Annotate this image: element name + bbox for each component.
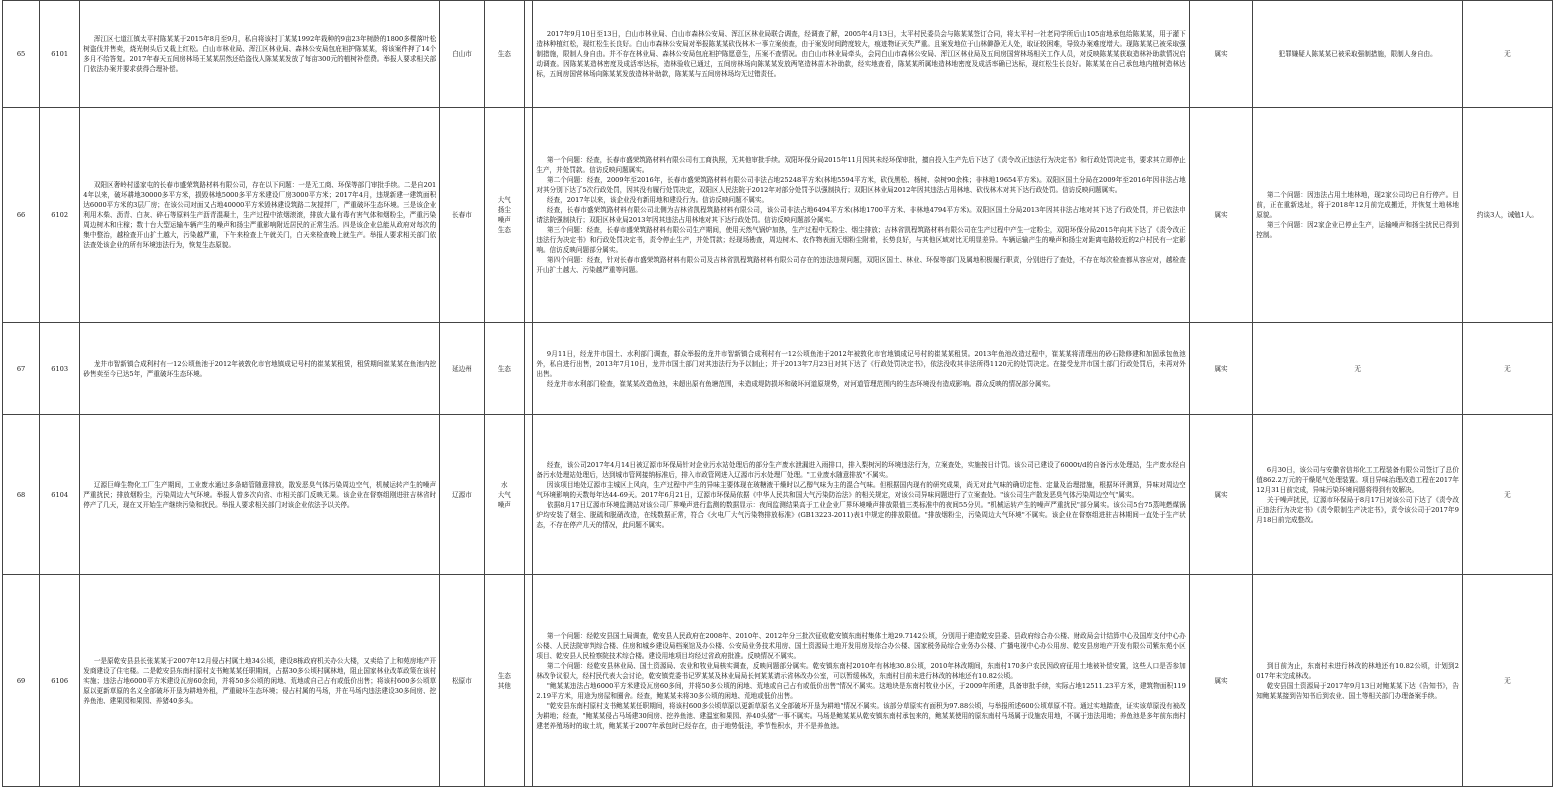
- verdict-cell: 属实: [1189, 108, 1253, 323]
- table-row: [3, 575, 1553, 787]
- complaint-content-text: 双阳区奢岭村遥家屯的长春市盛荣筑路材料有限公司，存在以下问题：一是无工商、环保等部门审批手续。二是自2014年以来，破坏耕地30000多平方米，损毁林地5000多平方米建设厂房3000平方米；2017年4月，违规新建一建筑面积达6000平方米的3层厂房；在该公司对面又占地40000平方米毁林建设筑路二灰搅拌厂，严重破坏生态环境。三是该企业利用木柴、沥青、白灰、碎石等原料生产沥青混凝土，生产过程中浓烟滚滚，排放大量有毒有害气体和烟粉尘，严重污染周边树木和庄稼；数十台大型运输车辆产生的噪声和扬尘严重影响附近居民的正常生活。四是该企业总能从政府对每次的集中整治，越检查开山扩土越大，污染越严重，下午来检查上午就关门，白天来检查晚上就生产。举报人要求相关部门依法查处该企业的所有环境违法行为，恢复生态原貌。: [83, 181, 437, 249]
- category-cell: 生态 其他: [484, 575, 524, 787]
- spacer-cell: [524, 108, 532, 323]
- table-row: [3, 108, 1553, 323]
- table-row: [3, 323, 1553, 415]
- city-cell: 长春市: [440, 108, 484, 323]
- category-cell: 大气 扬尘 噪声 生态: [484, 108, 524, 323]
- complaint-content-cell: [80, 1, 440, 108]
- findings-cell: [533, 323, 1189, 415]
- findings-paragraph: 第二个问题：经乾安县林业局、国土资源局、农业和牧业局核实调查，反映问题部分属实。乾安镇东南村2010年有林地30.8公顷，2010年林改期间，东南村170多户农民因政府征用土地被补偿安置，这些人口是否参加林改争议很大，经村民代表大会讨论，乾安镇党委书记罗某某及林业局局长何某某请示省林改办公室，可以暂缓林改，东南村目前未进行林改的林地还有10.82公顷。: [536, 661, 1186, 680]
- complaint-content-cell: [80, 415, 440, 575]
- findings-paragraph: 9月11日，经龙井市国土、水利部门调查，群众举报的龙井市智新镇合成利村有一12公顷鱼池于2012年被敦化市官地镇成记号村的崔某某租赁。2013年鱼池改造过程中，崔某某将清理出的砂石除修建和加固承包鱼池外，私自进行出售，2013年7月10日，龙井市国土部门对其违法行为予以制止；并于2013年7月23日对其下达了《行政处罚决定书》，依法没收其非法所得1120元的处罚决定。在接受龙井市国土部门行政处罚后，未再对外出售。: [536, 349, 1186, 378]
- row-code-cell: 6103: [40, 323, 80, 415]
- complaint-content-cell: [80, 108, 440, 323]
- findings-cell: [533, 108, 1189, 323]
- findings-paragraph: 因该项目地处辽源市主城区上风向，生产过程中产生的异味主要体现在玻糖液干燥时以乙醇气味为主的混合气味。但根据国内现有的研究成果，尚无对此气味的确切定性、定量及治理措施，根据环评测算，异味对周边空气环境影响的天数每年达44-69天。2017年6月21日，辽源市环保局依据《中华人民共和国大气污染防治法》的相关规定，对该公司异味问题进行了立案查处。"该公司生产散发恶臭气体污染周边空气"属实。: [536, 480, 1186, 499]
- verdict-cell: 属实: [1189, 415, 1253, 575]
- findings-paragraph: 依据8月17日辽源市环境监测站对该公司厂界噪声进行监测的数据显示：夜间监测结果高于工业企业厂界环境噪声排放限值三类标准中的夜间55分贝。"机械运转产生的噪声严重扰民"部分属实。该公司5台75蒸吨燃煤锅炉均安装了烟尘、脱硫和脱硝改造，在线数据正常，符合《火电厂大气污染物排放标准》(GB13223-2011)表1中规定的排放限值。"排放烟粉尘，污染周边大气环境"不属实。该企业在督察组进驻吉林期间一直处于生产状态，不存在停产几天的情况，此问题不属实。: [536, 500, 1186, 529]
- handling-paragraph: 第二个问题：因违法占用土地林地，现2家公司均已自行停产。目前，正在重新选址，将于2018年12月前完成搬迁，并恢复土地林地原貌。: [1256, 191, 1459, 219]
- complaint-table: [2, 0, 1553, 787]
- findings-paragraph: 第三个问题：经查，长春市盛荣筑路材料有限公司生产期间，使用天然气锅炉加热，生产过程中无粉尘、烟尘排放；吉林省凯程筑路材料有限公司在生产过程中产生一定粉尘，双阳环保分局2015年向其下达了《责令改正违法行为决定书》和行政处罚决定书，责令停止生产，并处罚款；经现场勘查，周边树木、农作物表面无烟粉尘附着，长势良好，与其他区域对比无明显差异。车辆运输产生的噪声和扬尘对距离屯路较近的2户村民有一定影响。信访反映问题部分属实。: [536, 226, 1186, 254]
- category-cell: 生态: [484, 323, 524, 415]
- city-cell: 松原市: [440, 575, 484, 787]
- spacer-cell: [524, 323, 532, 415]
- accountability-cell: 无: [1462, 415, 1552, 575]
- handling-paragraph: 到目前为止，东南村未进行林改的林地还有10.82公顷，计划到2017年末完成林改。: [1256, 661, 1459, 680]
- verdict-cell: 属实: [1189, 1, 1253, 108]
- category-cell: 生态: [484, 1, 524, 108]
- accountability-cell: 无: [1462, 1, 1552, 108]
- findings-paragraph: 经查，2017年以来，该企业没有新用地和建设行为。信访反映问题不属实。: [546, 196, 769, 204]
- findings-paragraph: 经查，长春市盛荣筑路材料有限公司北侧为吉林省凯程筑路材料有限公司，该公司非法占地6494平方米(林地1700平方米、非林地4794平方米)。双阳区国土分局2013年因其非法占地对其下达了行政处罚，并已依法申请法院强制执行；双阳区林业局2013年因其违法占用林地对其下达行政处罚。信访反映问题部分属实。: [536, 206, 1186, 224]
- complaint-content-cell: [80, 323, 440, 415]
- spacer-cell: [524, 415, 532, 575]
- handling-cell: [1253, 575, 1463, 787]
- table-row: [3, 1, 1553, 108]
- row-seq-cell: 69: [3, 575, 40, 787]
- handling-paragraph: 乾安县国土资源局于2017年9月13日对鲍某某下达《告知书》，告知鲍某某接到告知书后到农业、国土等相关部门办理备案手续。: [1256, 681, 1459, 700]
- handling-paragraph: 6月30日，该公司与安徽省信邦化工工程装备有限公司签订了总价值862.2万元的干燥尾气处理装置。项目异味治理改造工程在2017年12月31日前完成，异味污染环境问题将得到有效解决。: [1256, 465, 1459, 494]
- verdict-cell: 属实: [1189, 575, 1253, 787]
- row-code-cell: 6102: [40, 108, 80, 323]
- row-code-cell: 6101: [40, 1, 80, 108]
- row-seq-cell: 67: [3, 323, 40, 415]
- complaint-content-text: 龙井市智新镇合成利村有一12公顷鱼池于2012年被敦化市官地镇成记号村的崔某某租赁，租赁期间崔某某在鱼池内挖砂售卖至今已达5年，严重破坏生态环境。: [83, 359, 437, 378]
- city-cell: 延边州: [440, 323, 484, 415]
- accountability-cell: 无: [1462, 323, 1552, 415]
- complaint-content-text: 一是原乾安县县长张某某于2007年12月侵占村属土地34公顷，建设8栋政府机关办公大楼，又卖给了上和苑房地产开发商建设了住宅楼。二是乾安县东南村原村支书鲍某某任职期间，占据30多公顷村属林地，阻止国家林业改革政策在该村实施；违法占地6000平方米建设瓦房60余间，并将50多公顷的闲地、荒地或自己占有或低价出售；将该村600多公顷草原以更新草原的名义全部破坏开垦为耕地外租，严重破坏生态环境；侵占村属的马场，并在马场内违法建设30多间房、挖养鱼池、建果园和果园、养猪40多头。: [83, 656, 437, 705]
- table-row: [3, 415, 1553, 575]
- complaint-content-text: 辽源巨峰生物化工厂生产期间，工业废水通过多条暗管随意排放，散发恶臭气体污染周边空气，机械运转产生的噪声严重扰民；排放烟粉尘，污染周边大气环境。举报人曾多次向省、市相关部门反映无果。该企业在督察组刚进驻吉林省时停产了几天，现在又开始生产继续污染和扰民。举报人要求相关部门对该企业依法予以关停。: [83, 480, 437, 509]
- accountability-cell: 无: [1462, 575, 1552, 787]
- findings-paragraph: "鲍某某违法占地6000平方米建设瓦房60多间，并将50多公顷的闲地、荒地或自己占有或低价出售"情况不属实。这地块是东南村牧业小区，于2009年所建，具备审批手续，实际占地12511.23平方米，建筑物面积1192.19平方米，用途为房屋和圈舍。经查，鲍某某未将30多公顷的闲地、荒地或低价出售。: [536, 681, 1186, 700]
- handling-cell: [1253, 415, 1463, 575]
- findings-paragraph: 经龙井市水利部门检查，崔某某改造鱼池，未超出原有鱼塘范围，未造成堤防损坏和破坏河道原规势，对河道管理范围内的生态环境没有造成影响。群众反映的情况部分属实。: [546, 379, 1055, 388]
- findings-paragraph: 第一个问题：经乾安县国土局调查，乾安县人民政府在2008年、2010年、2012年分三批次征收乾安镇东南村集体土地29.7142公顷，分别用于建造乾安县委、县政府综合办公楼、财政局会计结算中心及国库支付中心办公楼、人民法院审判综合楼、住房和城乡建设局档案馆及办公楼、公安局业务技术用房、国土资源局土地开发用房及综合办公楼、国家税务局综合业务办公楼、广播电视中心办公用房、乾安县房地产开发有限公司紫东苑小区项目、乾安县人民检察院技术综合楼。建设用地项目均经过省政府批准。反映情况不属实。: [536, 631, 1186, 660]
- category-cell: 水 大气 噪声: [484, 415, 524, 575]
- findings-paragraph: 经查，该公司2017年4月14日被辽源市环保局针对企业污水站处理后的部分生产废水泄漏进入雨排口，排入梨树河的环境违法行为，立案查处，实施按日计罚。该公司已建设了6000t/d的自备污水处理站，生产废水经自备污水处理站处理后，达到城市管网接纳标准后，排入市政管网进入辽源市污水处理厂处理。"工业废水随意排放"不属实。: [536, 460, 1186, 479]
- handling-cell: [1253, 108, 1463, 323]
- spacer-cell: [524, 1, 532, 108]
- complaint-content-cell: [80, 575, 440, 787]
- findings-paragraph: 第四个问题：经查，针对长春市盛荣筑路材料有限公司及吉林省凯程筑路材料有限公司存在的违法违规问题，双阳区国土、林业、环保等部门及属地积极履行职责，分别进行了查处，不存在每次检查都从容应对，越检查开山扩土越大、污染越严重等问题。: [536, 256, 1186, 274]
- spacer-cell: [524, 575, 532, 787]
- row-seq-cell: 65: [3, 1, 40, 108]
- city-cell: 辽源市: [440, 415, 484, 575]
- verdict-cell: 属实: [1189, 323, 1253, 415]
- accountability-cell: 约谈3人，诫勉1人。: [1462, 108, 1552, 323]
- findings-cell: [533, 1, 1189, 108]
- findings-cell: [533, 415, 1189, 575]
- handling-cell: 无: [1253, 323, 1463, 415]
- city-cell: 白山市: [440, 1, 484, 108]
- findings-paragraph: 第一个问题：经查，长春市盛荣筑路材料有限公司有工商执照，无其他审批手续。双阳环保分局2015年11月因其未经环保审批，擅自投入生产先后下达了《责令改正违法行为决定书》和行政处罚决定书，要求其立即停止生产，并处罚款。信访反映问题属实。: [536, 156, 1186, 174]
- findings-paragraph: 2017年9月10日至13日，白山市林业局、白山市森林公安局、浑江区林业局联合调查，经调查了解，2005年4月13日，太平村民委员会与陈某某签订合同，将太平村一社老同学所后山105亩地承包给陈某某，用于灌下造林种植红松，现红松生长良好。白山市森林公安局对举报陈某某砍伐林木一事立案侦查，由于案发时间跨度较大，痕迹物证灭失严重。且案发地位于山林僻静无人处，取证较困难，导致办案难度增大。现陈某某已被采取强制措施，限制人身自由。并不存在林业局、森林公安局包庇袒护陈愿意生，压案不查情况。由白山市林业局牵头，会同白山市森林公安局、浑江区林业局及五间房国营林场相关工作人员，对反映陈某某获取造林补助款情况启动调查。因陈某某造林密度及成活率达标，造林验收已通过，五间房林场向陈某某发放两笔造林苗木补助款，经实地查看，陈某某所属地造林地密度及成活率确已达标，现红松生长良好。陈某某在自己承包地内植树造林达标，五间房国营林场向陈某某发放造林补助款，陈某某与五间房林场均无过错责任。: [536, 30, 1186, 78]
- findings-paragraph: "乾安县东南村原村支书鲍某某任职期间，将该村600多公顷草原以更新草原名义全部破坏开垦为耕地"情况不属实。该部分草原实有面积为97.88公顷，与举报所述600公顷草原不符。通过实地踏查，证实该草原没有被改为耕地；经查，"鲍某某侵占马场建30间房、挖养鱼池、建温室和果园、养40头猪"一事不属实。马场是鲍某某从乾安镇东南村承包来的，鲍某某使用的原东南村马场属于设施农用地，不属于违法用地；养鱼池是多年前东南村建老养殖场时的取土坑，鲍某某于2007年承包时已经存在，由于地势低洼，季节性积水，并不是养鱼池。: [536, 701, 1186, 730]
- handling-cell: 犯罪嫌疑人陈某某已被采取强制措施，限制人身自由。: [1253, 1, 1463, 108]
- handling-paragraph: 关于噪声扰民，辽源市环保局于8月17日对该公司下达了《责令改正违法行为决定书》《责令限制生产决定书》，责令该公司于2017年9月18日前完成整改。: [1256, 495, 1459, 524]
- row-seq-cell: 66: [3, 108, 40, 323]
- findings-cell: [533, 575, 1189, 787]
- row-code-cell: 6106: [40, 575, 80, 787]
- complaint-content-text: 浑江区七道江镇太平村陈某某于2015年8月至9月，私自将该村丁某某1992年栽种的9亩23年树龄的1800多棵落叶松树盗伐并售卖，烧光树头后又栽上红松。白山市林业局、浑江区林业局、森林公安局包庇袒护陈某某，将该案件押了14个多月不给答复。2017年春天五间房林场王某某居然还给盗伐人陈某某发放了每亩300元的植树补偿费。举报人要求相关部门依法办案并要求获得合理补偿。: [83, 35, 437, 73]
- row-code-cell: 6104: [40, 415, 80, 575]
- row-seq-cell: 68: [3, 415, 40, 575]
- findings-paragraph: 第二个问题：经查，2009年至2016年，长春市盛荣筑路材料有限公司非法占地25248平方米(林地5594平方米，砍伐黑松、杨树、杂树90余株；非林地19654平方米)。双阳区国土分局在2009年至2016年因非法占地对其分别下达了5次行政处罚，因其没有履行处罚决定，双阳区人民法院于2012年对部分处罚予以强制执行；双阳区林业局2012年因其违法占用林地、砍伐林木对其下达行政处罚。信访反映问题属实。: [536, 176, 1186, 194]
- handling-paragraph: 第三个问题：因2家企业已停止生产，运输噪声和扬尘扰民已得到控制。: [1256, 221, 1459, 239]
